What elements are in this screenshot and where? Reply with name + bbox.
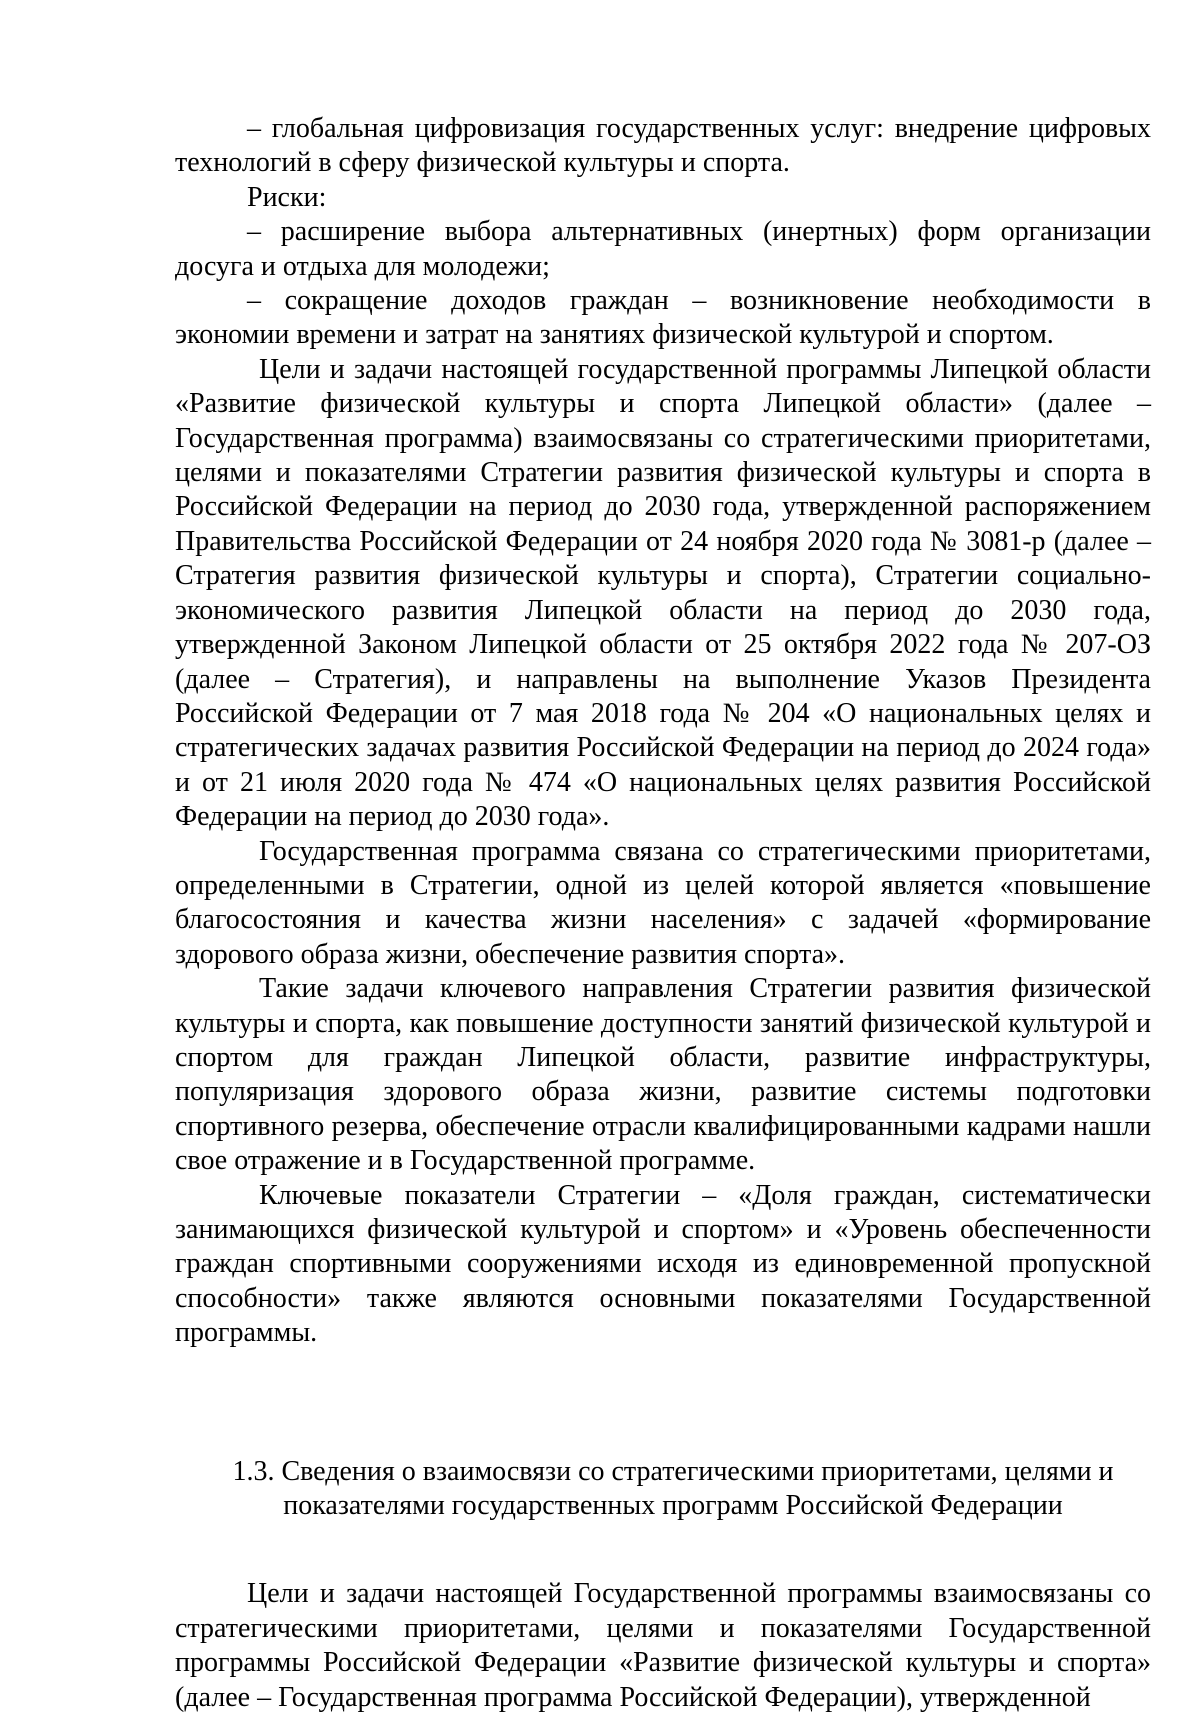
paragraph-digitalization: – глобальная цифровизация государственных услуг: внедрение цифровых технологий в сферу физической культуры и спорта.: [175, 113, 1151, 179]
paragraph-goals-strategy: Цели и задачи настоящей государственной программы Липецкой области «Развитие физической культуры и спорта Липецкой области» (далее – Государственная программа) взаимосвязаны со стратегическими приоритетами, целями и показателями Стратегии развития физической культуры и спорта в Российской Федерации на период до 2030 года, утвержденной распоряжением Правительства Российской Федерации от 24 ноября 2020 года № 3081-р (далее – Стратегия развития физической культуры и спорта), Стратегии социально-экономического развития Липецкой области на период до 2030 года, утвержденной Законом Липецкой области от 25 октября 2022 года № 207-ОЗ (далее – Стратегия), и направлены на выполнение Указов Президента Российской Федерации от 7 мая 2018 года № 204 «О национальных целях и стратегических задачах развития Российской Федерации на период до 2024 года» и от 21 июля 2020 года № 474 «О национальных целях развития Российской Федерации на период до 2030 года».: [175, 353, 1151, 833]
paragraph-program-priorities: Государственная программа связана со стратегическими приоритетами, определенными в Стратегии, одной из целей которой является «повышение благосостояния и качества жизни населения» с задачей «формирование здорового образа жизни, обеспечение развития спорта».: [175, 835, 1151, 970]
heading-gap: [175, 1523, 1151, 1577]
document-page: [175, 112, 1151, 1715]
paragraph-key-indicators: Ключевые показатели Стратегии – «Доля граждан, систематически занимающихся физической культурой и спортом» и «Уровень обеспеченности граждан спортивными сооружениями исходя из единовременной пропускной способности» также являются основными показателями Государственной программы.: [175, 1179, 1151, 1349]
section-gap: [175, 1351, 1151, 1455]
section-heading-line-1: 1.3. Сведения о взаимосвязи со стратегическими приоритетами, целями и: [232, 1455, 1114, 1487]
section-heading: [175, 1455, 1151, 1524]
paragraph-key-tasks: Такие задачи ключевого направления Стратегии развития физической культуры и спорта, как повышение доступности занятий физической культурой и спортом для граждан Липецкой области, развитие инфраструктуры, популяризация здорового образа жизни, развитие системы подготовки спортивного резерва, обеспечение отрасли квалифицированными кадрами нашли свое отражение и в Государственной программе.: [175, 973, 1151, 1177]
paragraph-risks-label: Риски:: [247, 181, 327, 213]
section-heading-line-2: показателями государственных программ Российской Федерации: [283, 1490, 1063, 1522]
paragraph-risk-leisure: – расширение выбора альтернативных (инертных) форм организации досуга и отдыха для молодежи;: [175, 216, 1151, 282]
paragraph-federal-program: Цели и задачи настоящей Государственной программы взаимосвязаны со стратегическими приоритетами, целями и показателями Государственной программы Российской Федерации «Развитие физической культуры и спорта» (далее – Государственная программа Российской Федерации), утвержденной: [175, 1578, 1151, 1713]
paragraph-risk-income: – сокращение доходов граждан – возникновение необходимости в экономии времени и затрат на занятиях физической культурой и спортом.: [175, 285, 1151, 351]
